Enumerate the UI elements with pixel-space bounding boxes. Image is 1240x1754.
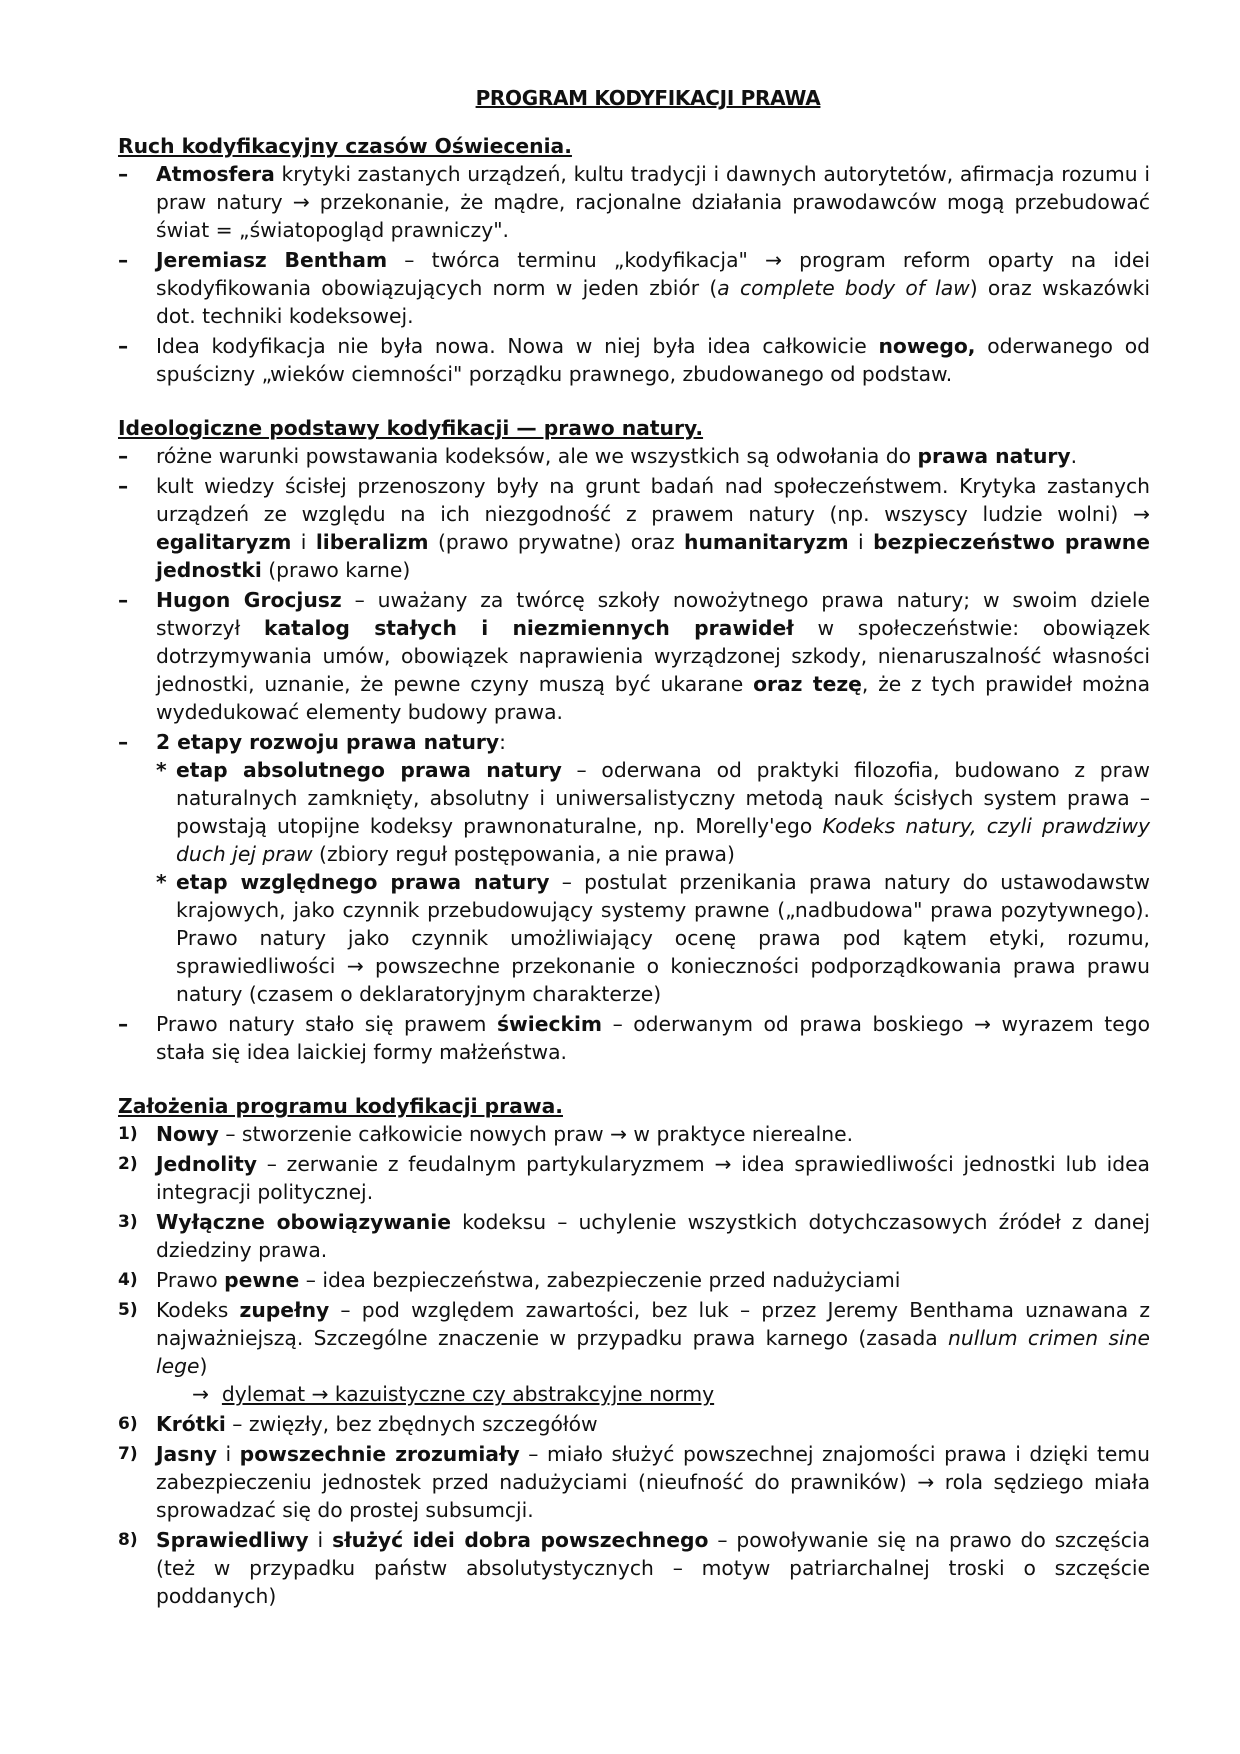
list-item xyxy=(118,332,1150,388)
sub-item xyxy=(156,868,1150,1008)
text: w społeczeństwie: obowiązek dotrzymywania umów, obowiązek naprawienia wyrządzonej szkody, nienaruszalność własności jednostki, uznanie, że pewne czyny muszą być ukarane xyxy=(156,616,1150,696)
text: – powoływanie się na prawo do szczęścia (też w przypadku państw absolutystycznych – motyw patriarchalnej troski o szczęście poddanych) xyxy=(156,1528,1150,1608)
list-item xyxy=(118,160,1150,244)
text: – uważany za twórcę szkoły nowożytnego prawa natury; w swoim dziele stworzył xyxy=(156,588,1151,640)
section-heading: Ideologiczne podstawy kodyfikacji — prawo natury. xyxy=(118,416,704,440)
term: katalog stałych i niezmiennych prawideł xyxy=(263,616,794,640)
number-marker: 4) xyxy=(118,1270,138,1290)
text: ) oraz wskazówki dot. techniki kodeksowej. xyxy=(156,276,1150,328)
numbered-item xyxy=(118,1150,1150,1206)
text: – postulat przenikania prawa natury do ustawodawstw krajowych, jako czynnik przebudowujący systemy prawne („nadbudowa" prawa pozytywnego). Prawo natury jako czynnik umożliwiający ocenę prawa pod kątem etyki, rozumu, sprawiedliwości → powszechne przekonanie o konieczności podporządkowania prawa prawu natury (czasem o deklaratoryjnym charakterze) xyxy=(176,870,1151,1006)
text: – idea bezpieczeństwa, zabezpieczenie przed nadużyciami xyxy=(299,1268,901,1292)
term: służyć idei dobra powszechnego xyxy=(332,1528,709,1552)
text: i xyxy=(291,530,316,554)
list-item xyxy=(118,728,1150,1008)
term: egalitaryzm xyxy=(156,530,292,554)
italic-phrase: a complete body of law xyxy=(717,276,970,300)
term: prawa natury xyxy=(917,444,1071,468)
term: Krótki xyxy=(156,1412,226,1436)
list-item xyxy=(118,1010,1150,1066)
numbered-item xyxy=(118,1526,1150,1610)
text: : xyxy=(499,730,506,754)
number-marker: 5) xyxy=(118,1300,138,1320)
section-heading: Ruch kodyfikacyjny czasów Oświecenia. xyxy=(118,134,572,158)
term: humanitaryzm xyxy=(684,530,849,554)
text: (prawo prywatne) oraz xyxy=(428,530,684,554)
number-marker: 7) xyxy=(118,1444,138,1464)
dash-marker: – xyxy=(118,334,129,358)
dash-marker: – xyxy=(118,730,129,754)
text: – zerwanie z feudalnym partykularyzmem → idea sprawiedliwości jednostki lub idea integracji politycznej. xyxy=(156,1152,1150,1204)
text: (zbiory reguł postępowania, a nie prawa) xyxy=(312,842,735,866)
text: , że z tych prawideł można wydedukować elementy budowy prawa. xyxy=(156,672,1150,724)
text: różne warunki powstawania kodeksów, ale we wszystkich są odwołania do xyxy=(156,444,918,468)
dash-marker: – xyxy=(118,1012,129,1036)
italic-phrase: Kodeks natury, czyli prawdziwy duch jej praw xyxy=(176,814,1150,866)
number-marker: 2) xyxy=(118,1154,138,1174)
text: ) xyxy=(199,1354,208,1378)
term: nowego, xyxy=(878,334,976,358)
text: i xyxy=(308,1528,333,1552)
number-marker: 6) xyxy=(118,1414,138,1434)
term: Sprawiedliwy xyxy=(156,1528,309,1552)
term: bezpieczeństwo prawne jednostki xyxy=(156,530,1151,582)
text: – miało służyć powszechnej znajomości prawa i dzięki temu zabezpieczeniu jednostek przed nadużyciami (nieufność do prawników) → rola sędziego miała sprowadzać się do prostej subsumcji. xyxy=(156,1442,1150,1522)
term: Jednolity xyxy=(156,1152,258,1176)
text: – oderwanym od prawa boskiego → wyrazem tego stała się idea laickiej formy małżeństwa. xyxy=(156,1012,1151,1064)
text: – twórca terminu „kodyfikacja" → program reform oparty na idei skodyfikowania obowiązujących norm w jeden zbiór ( xyxy=(156,248,1150,300)
term: Wyłączne obowiązywanie xyxy=(156,1210,451,1234)
term: 2 etapy rozwoju prawa natury xyxy=(156,730,500,754)
dash-marker: – xyxy=(118,474,129,498)
dash-marker: – xyxy=(118,162,129,186)
text: (prawo karne) xyxy=(261,558,411,582)
text: – pod względem zawartości, bez luk – przez Jeremy Benthama uznawana z najważniejszą. Szczególne znaczenie w przypadku prawa karnego (zasada xyxy=(156,1298,1150,1350)
list-item xyxy=(118,442,1150,470)
document-page xyxy=(118,84,1150,1636)
asterisk-marker: * xyxy=(156,758,167,782)
text: Kodeks xyxy=(156,1298,240,1322)
page-title: PROGRAM KODYFIKACJI PRAWA xyxy=(475,86,821,110)
term: Hugon Grocjusz xyxy=(156,588,342,612)
term: liberalizm xyxy=(315,530,429,554)
text: kult wiedzy ścisłej przenoszony były na grunt badań nad społeczeństwem. Krytyka zastanych urządzeń ze względu na ich niezgodność z prawem natury (np. wszyscy ludzie wolni) → xyxy=(156,474,1150,526)
text: i xyxy=(216,1442,240,1466)
number-marker: 8) xyxy=(118,1530,138,1550)
list-item xyxy=(118,586,1150,726)
section-heading: Założenia programu kodyfikacji prawa. xyxy=(118,1094,563,1118)
text: – oderwana od praktyki filozofia, budowano z praw naturalnych zamknięty, absolutny i uniwersalistyczny metodą nauk ścisłych system prawa – powstają utopijne kodeksy prawnonaturalne, np. Morelly'ego xyxy=(176,758,1151,838)
section-natural-law xyxy=(118,414,1150,1066)
dash-marker: – xyxy=(118,444,129,468)
text: Prawo natury stało się prawem xyxy=(156,1012,497,1036)
section-assumptions xyxy=(118,1092,1150,1610)
term: Jasny xyxy=(156,1442,217,1466)
underlined-note: dylemat → kazuistyczne czy abstrakcyjne normy xyxy=(221,1382,715,1406)
italic-phrase: nullum crimen sine lege xyxy=(156,1326,1150,1378)
term: Jeremiasz Bentham xyxy=(156,248,388,272)
dash-marker: – xyxy=(118,588,129,612)
numbered-item xyxy=(118,1266,1150,1294)
text: kodeksu – uchylenie wszystkich dotychczasowych źródeł z danej dziedziny prawa. xyxy=(156,1210,1150,1262)
text: Prawo xyxy=(156,1268,225,1292)
number-marker: 1) xyxy=(118,1124,138,1144)
term: pewne xyxy=(224,1268,300,1292)
term: powszechnie zrozumiały xyxy=(239,1442,520,1466)
term: etap absolutnego prawa natury xyxy=(176,758,562,782)
term: Atmosfera xyxy=(156,162,275,186)
arrow-line xyxy=(156,1380,1150,1408)
text: Idea kodyfikacja nie była nowa. Nowa w niej była idea całkowicie xyxy=(156,334,879,358)
numbered-item xyxy=(118,1208,1150,1264)
text: . xyxy=(1070,444,1078,468)
text: i xyxy=(848,530,874,554)
numbered-item xyxy=(118,1120,1150,1148)
arrow-icon: → xyxy=(192,1382,209,1406)
term: świeckim xyxy=(496,1012,603,1036)
number-marker: 3) xyxy=(118,1212,138,1232)
numbered-item xyxy=(118,1296,1150,1408)
term: oraz tezę xyxy=(753,672,862,696)
term: Nowy xyxy=(156,1122,219,1146)
text: krytyki zastanych urządzeń, kultu tradycji i dawnych autorytetów, afirmacja rozumu i praw natury → przekonanie, że mądre, racjonalne działania prawodawców mogą przebudować świat = „światopogląd prawniczy". xyxy=(156,162,1150,242)
dash-marker: – xyxy=(118,248,129,272)
numbered-item xyxy=(118,1440,1150,1524)
list-item xyxy=(118,246,1150,330)
text: oderwanego od spuścizny „wieków ciemności" porządku prawnego, zbudowanego od podstaw. xyxy=(156,334,1151,386)
term: etap względnego prawa natury xyxy=(176,870,550,894)
text: – zwięzły, bez zbędnych szczegółów xyxy=(225,1412,598,1436)
list-item xyxy=(118,472,1150,584)
numbered-item xyxy=(118,1410,1150,1438)
text: – stworzenie całkowicie nowych praw → w praktyce nierealne. xyxy=(218,1122,854,1146)
term: zupełny xyxy=(239,1298,330,1322)
section-enlightenment xyxy=(118,132,1150,388)
asterisk-marker: * xyxy=(156,870,167,894)
sub-item xyxy=(156,756,1150,868)
